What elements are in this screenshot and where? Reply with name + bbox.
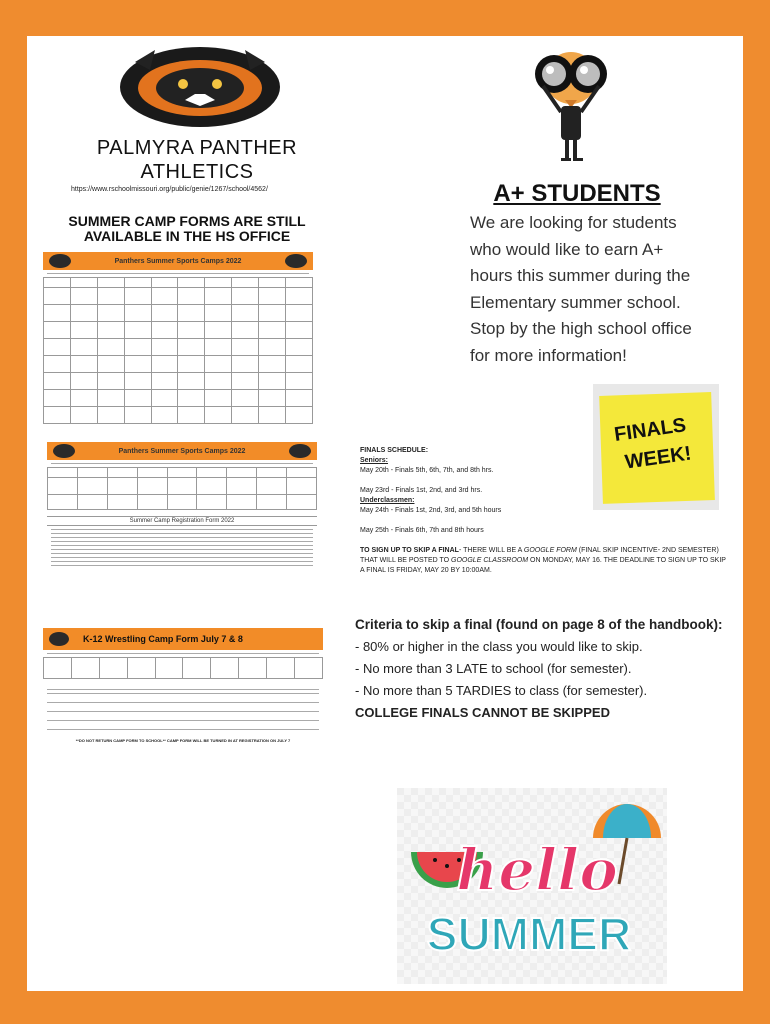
wrestling-note: **DO NOT RETURN CAMP FORM TO SCHOOL** CAMP FORM WILL BE TURNED IN AT REGISTRATION ON JULY 7 bbox=[75, 738, 291, 743]
skip-criteria bbox=[355, 614, 743, 724]
form-2-title: Panthers Summer Sports Camps 2022 bbox=[118, 447, 246, 455]
registration-title: Summer Camp Registration Form 2022 bbox=[47, 516, 317, 526]
aplus-line: We are looking for students bbox=[470, 213, 677, 232]
skip-note-c: GOOGLE FORM bbox=[523, 547, 577, 554]
form-1-title: Panthers Summer Sports Camps 2022 bbox=[114, 257, 242, 265]
hello-text: hello bbox=[456, 836, 618, 904]
aplus-title: A+ STUDENTS bbox=[493, 180, 661, 207]
underclassmen-finals-2: May 25th - Finals 6th, 7th and 8th hours bbox=[360, 527, 484, 534]
aplus-description bbox=[470, 210, 732, 369]
camp-schedule-table-2 bbox=[47, 467, 317, 510]
camp-heading-line-1: SUMMER CAMP FORMS ARE STILL bbox=[68, 213, 306, 229]
finals-heading: FINALS SCHEDULE: bbox=[360, 447, 429, 454]
sticky-line-1: FINALS bbox=[612, 414, 688, 446]
hello-summer-art bbox=[397, 788, 667, 984]
underclassmen-label: Underclassmen: bbox=[360, 497, 415, 504]
wrestling-table bbox=[43, 657, 323, 679]
wrestling-form-title: K-12 Wrestling Camp Form July 7 & 8 bbox=[83, 634, 243, 644]
camp-forms-heading bbox=[37, 214, 337, 244]
seniors-finals-2: May 23rd - Finals 1st, 2nd, and 3rd hrs. bbox=[360, 487, 483, 494]
camp-schedule-table bbox=[43, 277, 313, 424]
camp-schedule-form-1 bbox=[43, 252, 313, 428]
criteria-item: - No more than 3 LATE to school (for semester). bbox=[355, 661, 632, 676]
brand-line-2: ATHLETICS bbox=[140, 161, 254, 183]
criteria-title: Criteria to skip a final (found on page 8 of the handbook): bbox=[355, 617, 723, 632]
aplus-line: for more information! bbox=[470, 345, 627, 365]
aplus-line: hours this summer during the bbox=[470, 266, 691, 285]
hello-summer-graphic bbox=[397, 788, 667, 984]
binoculars-character-icon bbox=[521, 46, 621, 166]
skip-note-e: GOOGLE CLASSROOM bbox=[451, 557, 529, 564]
criteria-item: - 80% or higher in the class you would like to skip. bbox=[355, 639, 643, 654]
athletics-brand bbox=[47, 136, 347, 184]
wrestling-form-header bbox=[43, 628, 323, 650]
skip-note-b: - THERE WILL BE A bbox=[458, 547, 524, 554]
aplus-line: Stop by the high school office bbox=[470, 319, 692, 338]
flyer-page bbox=[27, 36, 743, 991]
camp-heading-line-2: AVAILABLE IN THE HS OFFICE bbox=[83, 228, 291, 244]
finals-schedule bbox=[360, 446, 730, 576]
aplus-line: Elementary summer school. bbox=[470, 292, 681, 312]
underclassmen-finals-1: May 24th - Finals 1st, 2nd, 3rd, and 5th hours bbox=[360, 507, 502, 514]
aplus-line: who would like to earn A+ bbox=[470, 239, 664, 259]
panther-logo-icon bbox=[115, 42, 285, 132]
sticky-line-2: WEEK! bbox=[623, 442, 693, 474]
brand-line-1: PALMYRA PANTHER bbox=[96, 137, 298, 159]
skip-note-d: (FINAL SKIP INCENTIVE- 2ND SEMESTER) THAT WILL BE POSTED TO bbox=[360, 547, 719, 564]
criteria-item: - No more than 5 TARDIES to class (for semester). bbox=[355, 683, 648, 698]
form-2-header bbox=[47, 442, 317, 460]
skip-note-f: ON MONDAY, MAY 16. THE DEADLINE TO SIGN UP TO SKIP A FINAL IS FRIDAY, MAY 20 BY 10:00AM. bbox=[360, 557, 726, 574]
camp-schedule-form-2 bbox=[47, 442, 317, 620]
skip-note-a: TO SIGN UP TO SKIP A FINAL bbox=[360, 547, 459, 554]
seniors-finals-1: May 20th - Finals 5th, 6th, 7th, and 8th hrs. bbox=[360, 467, 494, 474]
athletics-url[interactable]: https://www.rschoolmissouri.org/public/genie/1267/school/4562/ bbox=[71, 186, 268, 193]
skip-final-note bbox=[360, 546, 730, 576]
summer-text: SUMMER bbox=[426, 908, 632, 960]
form-1-header bbox=[43, 252, 313, 270]
seniors-label: Seniors: bbox=[360, 457, 389, 464]
wrestling-camp-form bbox=[43, 628, 323, 788]
criteria-footer: COLLEGE FINALS CANNOT BE SKIPPED bbox=[355, 705, 610, 720]
